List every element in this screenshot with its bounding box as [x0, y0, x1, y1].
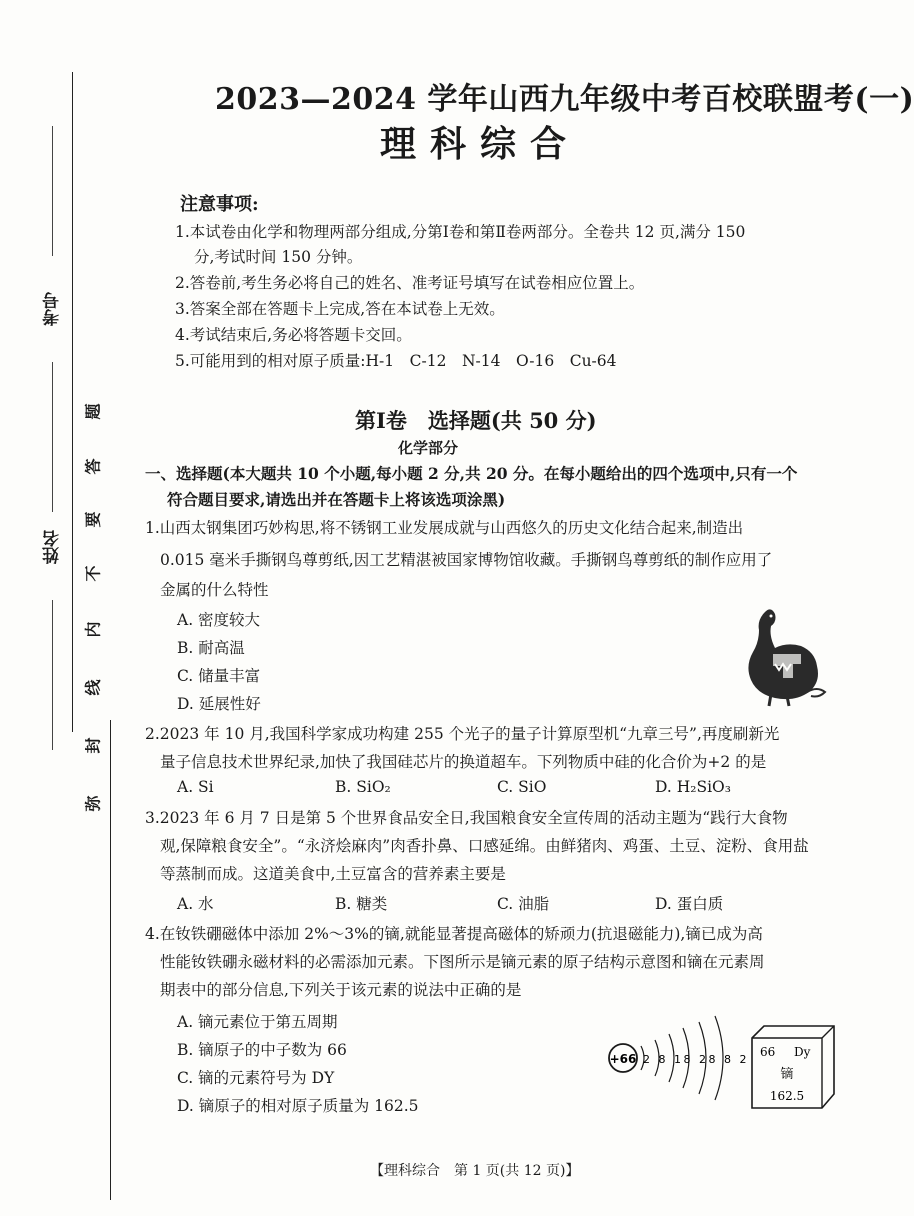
name-blank-2 — [52, 600, 53, 750]
q3-option-b: B. 糖类 — [335, 895, 388, 913]
q3-option-c: C. 油脂 — [497, 895, 550, 913]
notice-item: 2.答卷前,考生务必将自己的姓名、准考证号填写在试卷相应位置上。 — [175, 274, 645, 292]
seal-char: 封 — [83, 737, 103, 754]
page-footer: 【理科综合 第 1 页(共 12 页)】 — [370, 1163, 580, 1179]
notice-item: 分,考试时间 150 分钟。 — [194, 248, 363, 266]
seal-char: 内 — [83, 621, 103, 638]
section-instruction: 一、选择题(本大题共 10 个小题,每小题 2 分,共 20 分。在每小题给出的四个选项中,只有一个 — [145, 464, 798, 483]
tile-name: 镝 — [780, 1067, 794, 1082]
question-1-text: 金属的什么特性 — [160, 581, 269, 599]
exam-title: 2023—2024 学年山西九年级中考百校联盟考(一) — [215, 82, 914, 117]
notice-item: 5.可能用到的相对原子质量:H-1 C-12 N-14 O-16 Cu-64 — [175, 352, 617, 370]
tile-mass: 162.5 — [769, 1089, 805, 1103]
q2-option-c: C. SiO — [497, 778, 547, 796]
q2-option-b: B. SiO₂ — [335, 778, 391, 796]
question-4-text: 4.在钕铁硼磁体中添加 2%～3%的镝,就能显著提高磁体的矫顽力(抗退磁能力),镝已成为高 — [145, 925, 763, 943]
atom-nucleus: +66 — [609, 1052, 637, 1066]
notice-item: 1.本试卷由化学和物理两部分组成,分第Ⅰ卷和第Ⅱ卷两部分。全卷共 12 页,满分 150 — [175, 223, 746, 241]
seal-char: 弥 — [83, 795, 103, 812]
q4-option-b: B. 镝原子的中子数为 66 — [177, 1041, 347, 1059]
tile-symbol: Dy — [794, 1045, 811, 1059]
atom-shells: 2 8 18 28 8 2 — [643, 1053, 749, 1066]
margin-line-top — [72, 72, 73, 732]
question-4-text: 性能钕铁硼永磁材料的必需添加元素。下图所示是镝元素的原子结构示意图和镝在元素周 — [160, 953, 765, 971]
q4-option-d: D. 镝原子的相对原子质量为 162.5 — [177, 1097, 419, 1115]
question-3-text: 等蒸制而成。这道美食中,土豆富含的营养素主要是 — [160, 865, 506, 883]
seal-char: 要 — [83, 511, 103, 528]
notice-heading: 注意事项: — [180, 194, 259, 215]
q2-option-a: A. Si — [177, 778, 214, 796]
name-blank — [52, 362, 53, 512]
notice-item: 4.考试结束后,务必将答题卡交回。 — [175, 326, 412, 344]
seal-char: 答 — [83, 458, 103, 475]
bird-paper-cut-image — [735, 604, 830, 709]
q1-option-c: C. 储量丰富 — [177, 667, 261, 685]
exam-no-label: 考号 — [43, 292, 63, 326]
subject-title: 理科综合 — [380, 123, 581, 165]
q4-option-a: A. 镝元素位于第五周期 — [177, 1013, 338, 1031]
section-title: 第Ⅰ卷 选择题(共 50 分) — [355, 408, 597, 433]
section-instruction: 符合题目要求,请选出并在答题卡上将该选项涂黑) — [167, 490, 506, 509]
q1-option-a: A. 密度较大 — [177, 611, 261, 629]
seal-char: 不 — [83, 565, 103, 582]
q3-option-d: D. 蛋白质 — [655, 895, 724, 913]
question-2-text: 2.2023 年 10 月,我国科学家成功构建 255 个光子的量子计算原型机“九章三号”,再度刷新光 — [145, 725, 780, 743]
question-3-text: 3.2023 年 6 月 7 日是第 5 个世界食品安全日,我国粮食安全宣传周的活动主题为“践行大食物 — [145, 809, 788, 827]
exam-no-blank — [52, 126, 53, 256]
question-2-text: 量子信息技术世界纪录,加快了我国硅芯片的换道超车。下列物质中硅的化合价为+2 的是 — [160, 753, 767, 771]
q1-option-d: D. 延展性好 — [177, 695, 261, 713]
seal-margin — [0, 0, 112, 1216]
question-3-text: 观,保障粮食安全”。“永济烩麻肉”肉香扑鼻、口感延绵。由鲜猪肉、鸡蛋、土豆、淀粉、食用盐 — [160, 837, 809, 855]
notice-item: 3.答案全部在答题卡上完成,答在本试卷上无效。 — [175, 300, 505, 318]
periodic-tile — [748, 1022, 838, 1112]
seal-char: 线 — [83, 679, 103, 696]
seal-char: 题 — [83, 403, 103, 420]
q2-option-d: D. H₂SiO₃ — [655, 778, 731, 796]
q3-option-a: A. 水 — [177, 895, 214, 913]
q1-option-b: B. 耐高温 — [177, 639, 245, 657]
section-subtitle: 化学部分 — [398, 439, 459, 457]
question-1-text: 0.015 毫米手撕钢鸟尊剪纸,因工艺精湛被国家博物馆收藏。手撕钢鸟尊剪纸的制作应用了 — [160, 551, 773, 569]
q4-option-c: C. 镝的元素符号为 DY — [177, 1069, 335, 1087]
question-1-text: 1.山西太钢集团巧妙构思,将不锈钢工业发展成就与山西悠久的历史文化结合起来,制造出 — [145, 519, 744, 537]
margin-line-bottom — [110, 720, 111, 1200]
name-label: 姓名 — [43, 530, 63, 564]
question-4-text: 期表中的部分信息,下列关于该元素的说法中正确的是 — [160, 981, 522, 999]
atom-structure-diagram — [605, 1010, 749, 1106]
tile-atomic-number: 66 — [760, 1045, 776, 1059]
